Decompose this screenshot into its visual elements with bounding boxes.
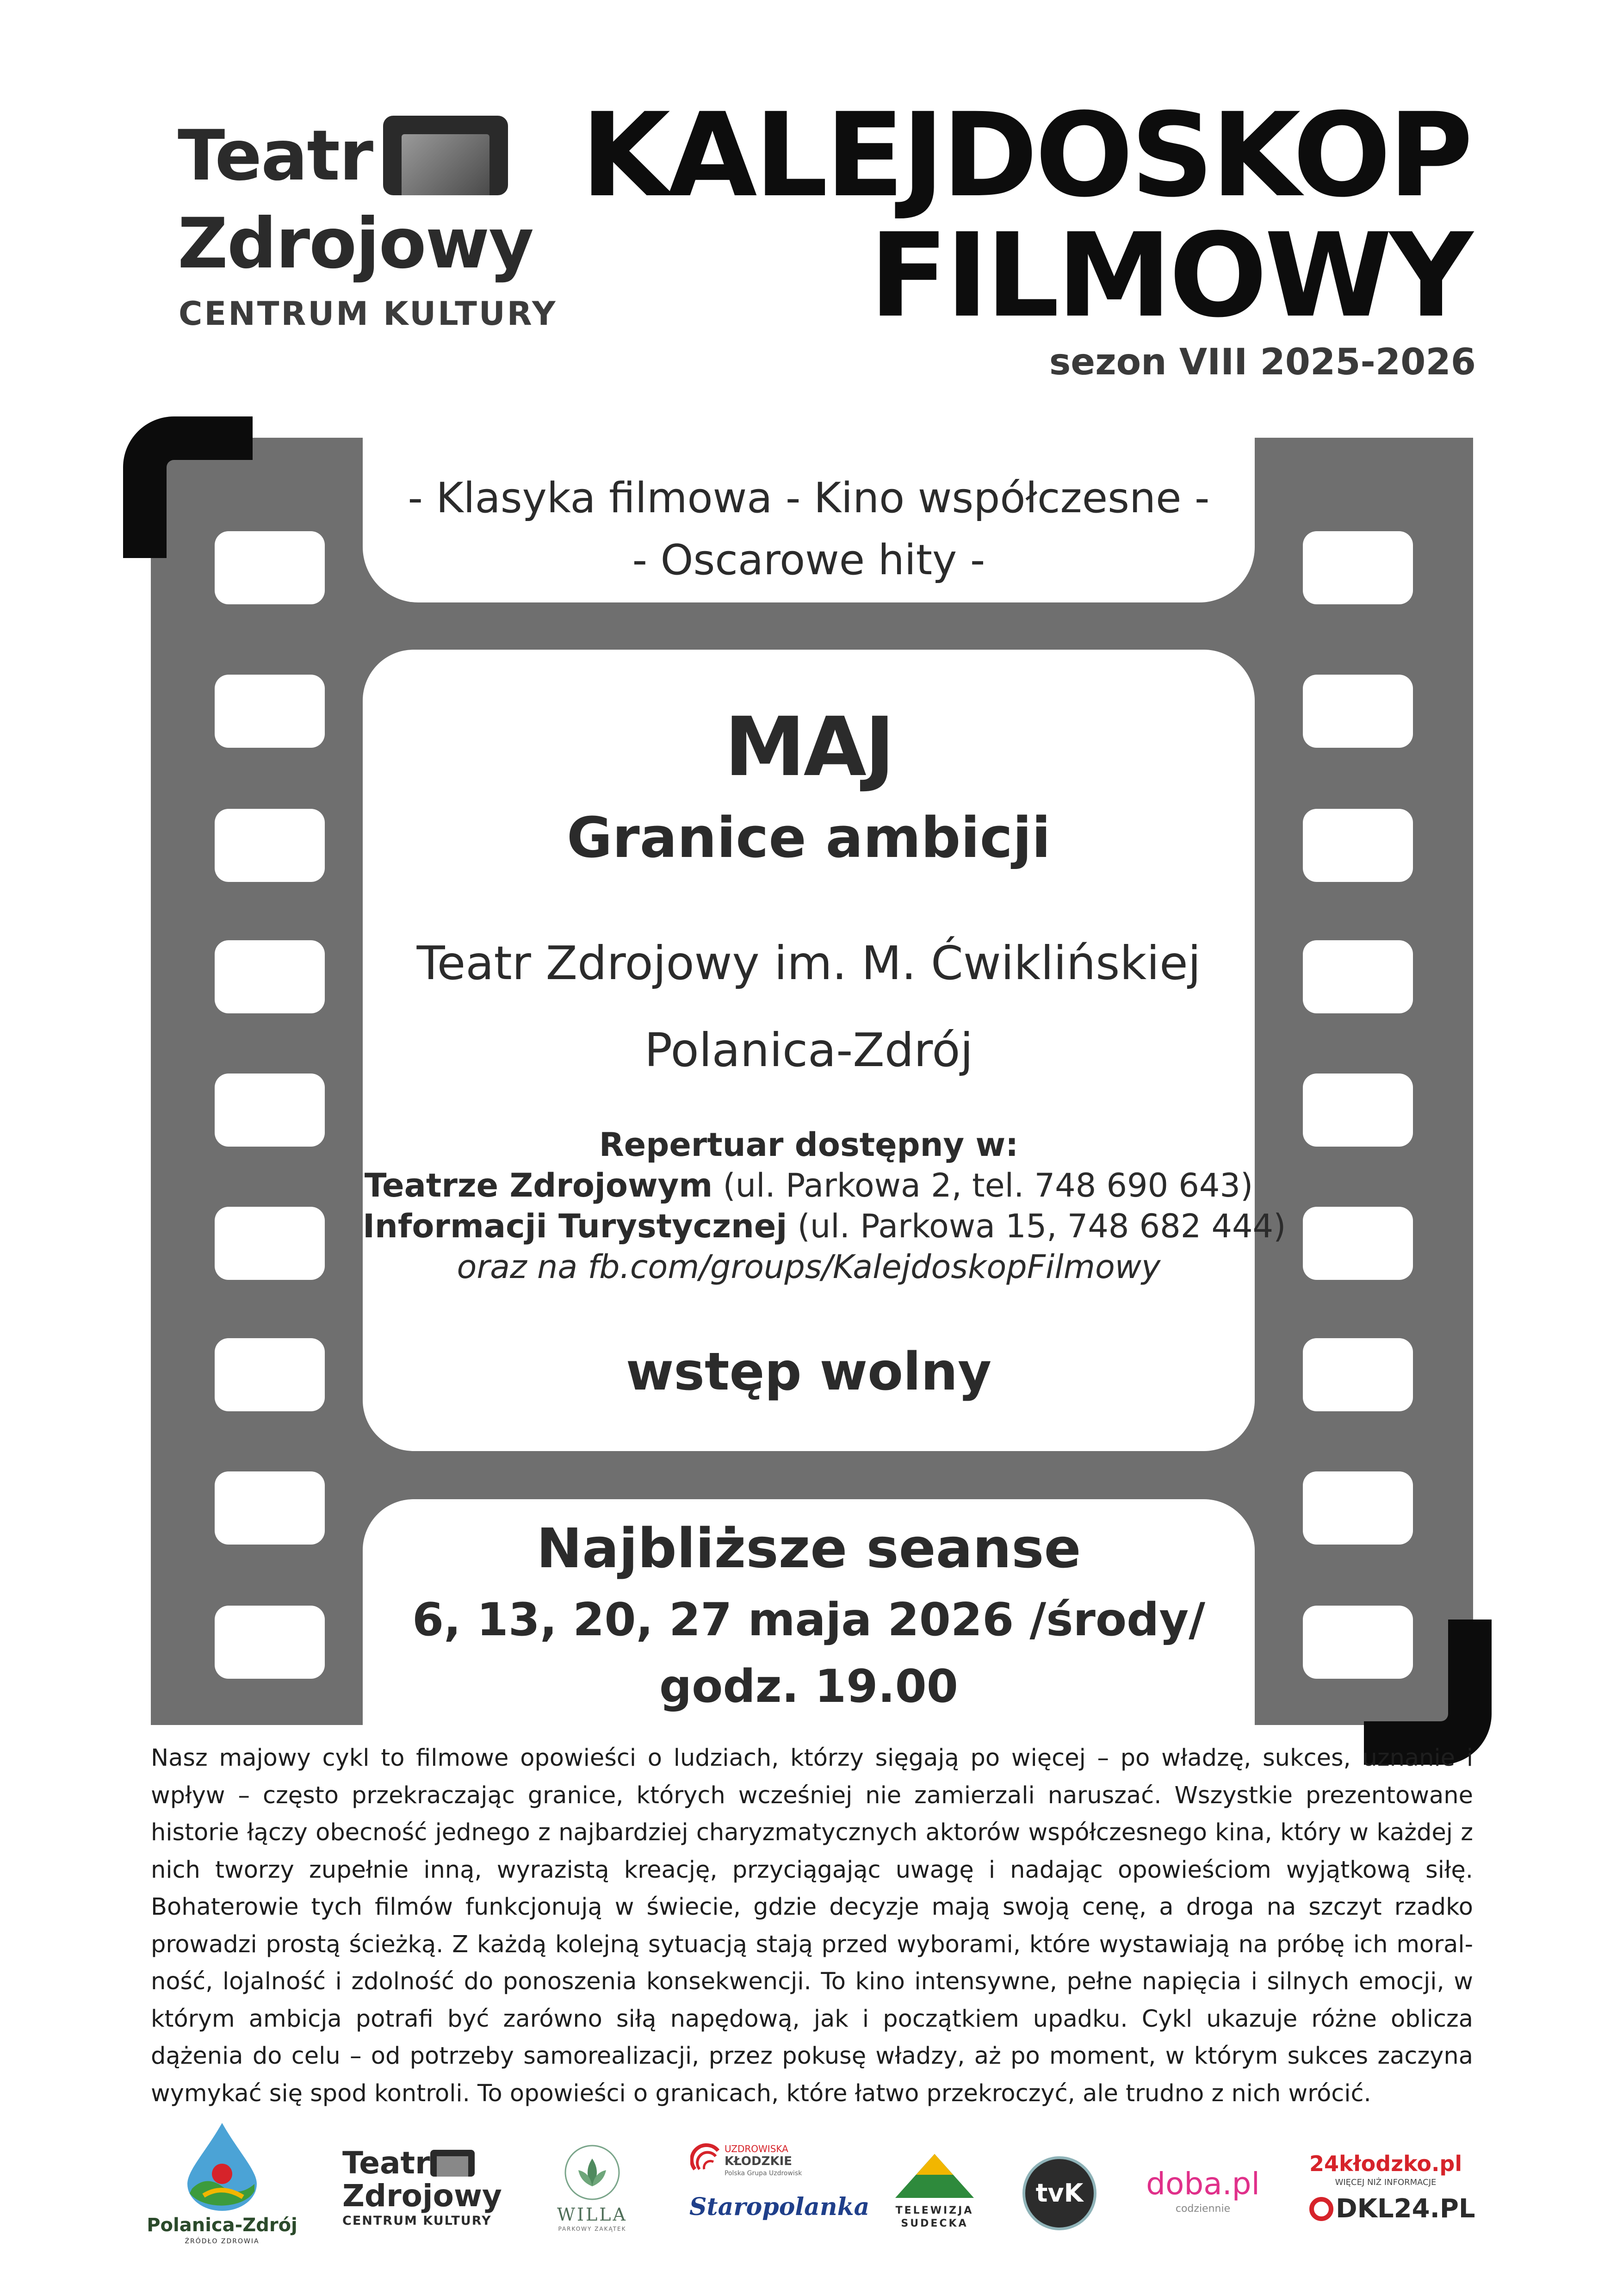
sponsor-24klodzko-dkl24: [1309, 2151, 1475, 2253]
theme-heading: Granice ambicji: [567, 806, 1051, 870]
staropolanka-name: Staropolanka: [689, 2193, 870, 2221]
free-entry-label: wstęp wolny: [626, 1342, 992, 1402]
sponsor-teatr-line3: CENTRUM KULTURY: [342, 2214, 492, 2228]
description-paragraph: [151, 1740, 1473, 2112]
screenings-time: godz. 19.00: [659, 1660, 958, 1713]
sprocket-hole: [1303, 809, 1413, 882]
telewizja-line2: SUDECKA: [901, 2218, 968, 2229]
klodzko-name: 24kłodzko.pl: [1309, 2151, 1462, 2176]
polanica-tagline: ŹRÓDŁO ZDROWIA: [185, 2238, 260, 2245]
sprocket-hole: [1303, 1207, 1413, 1280]
logo-screen-icon: [383, 116, 508, 195]
sponsor-tvk: [1022, 2156, 1096, 2230]
sponsor-teatr-line2: Zdrojowy: [342, 2178, 502, 2214]
genres-line2: - Oscarowe hity -: [632, 536, 985, 584]
sponsor-willa: [541, 2142, 643, 2244]
dkl24-ring-icon: [1309, 2197, 1333, 2221]
uzdrowiska-line3: Polska Grupa Uzdrowisk: [725, 2170, 802, 2177]
polanica-name: Polanica-Zdrój: [147, 2215, 297, 2236]
sprocket-hole: [1303, 675, 1413, 748]
description-last-line: wymykać się spod kontroli. To opowieści o granicach, które łatwo przekroczyć, ale trudno z nich wrócić.: [151, 2079, 1371, 2107]
uzdrowiska-sun-icon: [690, 2141, 723, 2174]
sponsor-uzdrowiska-staropolanka: [680, 2141, 870, 2253]
repertoire-location-2: Informacji Turystycznej (ul. Parkowa 15, 748 682 444): [363, 1207, 1286, 1245]
sprocket-hole: [215, 809, 325, 882]
klodzko-tagline: WIĘCEJ NIŻ INFORMACJE: [1335, 2178, 1437, 2187]
description-body: Nasz majowy cykl to filmowe opowieści o ludziach, którzy sięgają po więcej – po władzę, sukces, uznanie i wpływ – często przekraczając granice, których wcześniej nie zamierzali naruszać. Wszystkie prezentowane historie łączy obecność jednego z najbardziej charyzmatycznych aktorów współczesnego kina, który w każdej z nich tworzy zupełnie inną, wyrazistą kreację, przyciągając uwagę i nadając opowieściom wyjątkową siłę. Bohaterowie tych filmów funkcjonują w świecie, gdzie decyzje mają swoją cenę, a droga na szczyt rzadko prowadzi prostą ścieżką. Z każdą kolejną sytuacją stają przed wyborami, które wystawiają na próbę ich moral-ność, lojalność i zdolność do ponoszenia konsekwencji. To kino intensywne, pełne napięcia i silnych emocji, w którym ambicja potrafi być zarówno siłą napędową, jak i początkiem upadku. Cykl ukazuje różne oblicza dążenia do celu – od potrzeby samorealizacji, przez pokusę władzy, aż po moment, w którym sukces zaczyna: [151, 1744, 1473, 2070]
sponsor-teatr-zdrojowy: [342, 2147, 500, 2249]
sponsor-polanica-zdroj: [139, 2119, 305, 2258]
uzdrowiska-line2: KŁODZKIE: [725, 2154, 793, 2168]
sprocket-hole: [215, 1338, 325, 1411]
venue-city: Polanica-Zdrój: [644, 1023, 973, 1077]
uzdrowiska-line1: UZDROWISKA: [725, 2143, 788, 2154]
sprocket-hole: [215, 1606, 325, 1679]
sprocket-hole: [1303, 940, 1413, 1013]
sprocket-hole: [1303, 1338, 1413, 1411]
genres-line1: - Klasyka filmowa - Kino współczesne -: [408, 474, 1210, 522]
sprocket-hole: [215, 1207, 325, 1280]
sponsor-teatr-line1: Teatr: [342, 2145, 430, 2181]
sprocket-hole: [215, 940, 325, 1013]
tvk-label: tvK: [1035, 2178, 1084, 2208]
repertoire-online: oraz na fb.com/groups/KalejdoskopFilmowy: [457, 1248, 1161, 1286]
logo-centrum-kultury: CENTRUM KULTURY: [179, 295, 558, 333]
telewizja-sudecka-mountain-icon: [893, 2152, 976, 2203]
sprocket-hole: [1303, 531, 1413, 604]
logo-zdrojowy-text: Zdrojowy: [178, 204, 533, 284]
month-heading: MAJ: [724, 700, 893, 794]
sponsor-teatr-screen-icon: [430, 2150, 475, 2177]
sponsor-doba: [1138, 2166, 1268, 2221]
willa-leaf-icon: [562, 2142, 622, 2203]
poster-title-line2: FILMOWY: [869, 208, 1470, 343]
sprocket-hole: [215, 675, 325, 748]
sprocket-hole: [215, 1471, 325, 1545]
repertoire-location-1: Teatrze Zdrojowym (ul. Parkowa 2, tel. 748 690 643): [364, 1167, 1253, 1204]
screenings-heading: Najbliższe seanse: [536, 1516, 1081, 1580]
logo-teatr-text: Teatr: [178, 116, 373, 196]
doba-tagline: codziennie: [1175, 2203, 1231, 2215]
dkl24-name: DKL24.PL: [1336, 2194, 1475, 2224]
sprocket-hole: [1303, 1074, 1413, 1147]
corner-bracket-top-left: [123, 416, 253, 558]
telewizja-line1: TELEWIZJA: [895, 2205, 974, 2216]
season-label: sezon VIII 2025-2026: [1049, 341, 1476, 383]
poster-title-line1: KALEJDOSKOP: [581, 88, 1470, 223]
screenings-dates: 6, 13, 20, 27 maja 2026 /środy/: [412, 1594, 1206, 1646]
sprocket-hole: [1303, 1471, 1413, 1545]
sponsor-telewizja-sudecka: [888, 2152, 981, 2244]
venue-name: Teatr Zdrojowy im. M. Ćwiklińskiej: [416, 936, 1201, 990]
repertoire-heading: Repertuar dostępny w:: [599, 1126, 1019, 1164]
polanica-drop-icon: [178, 2119, 266, 2212]
willa-name: WILLA: [557, 2204, 627, 2225]
doba-name: doba.pl: [1146, 2166, 1260, 2202]
willa-tagline: PARKOWY ZAKĄTEK: [558, 2226, 626, 2232]
sprocket-hole: [215, 1074, 325, 1147]
